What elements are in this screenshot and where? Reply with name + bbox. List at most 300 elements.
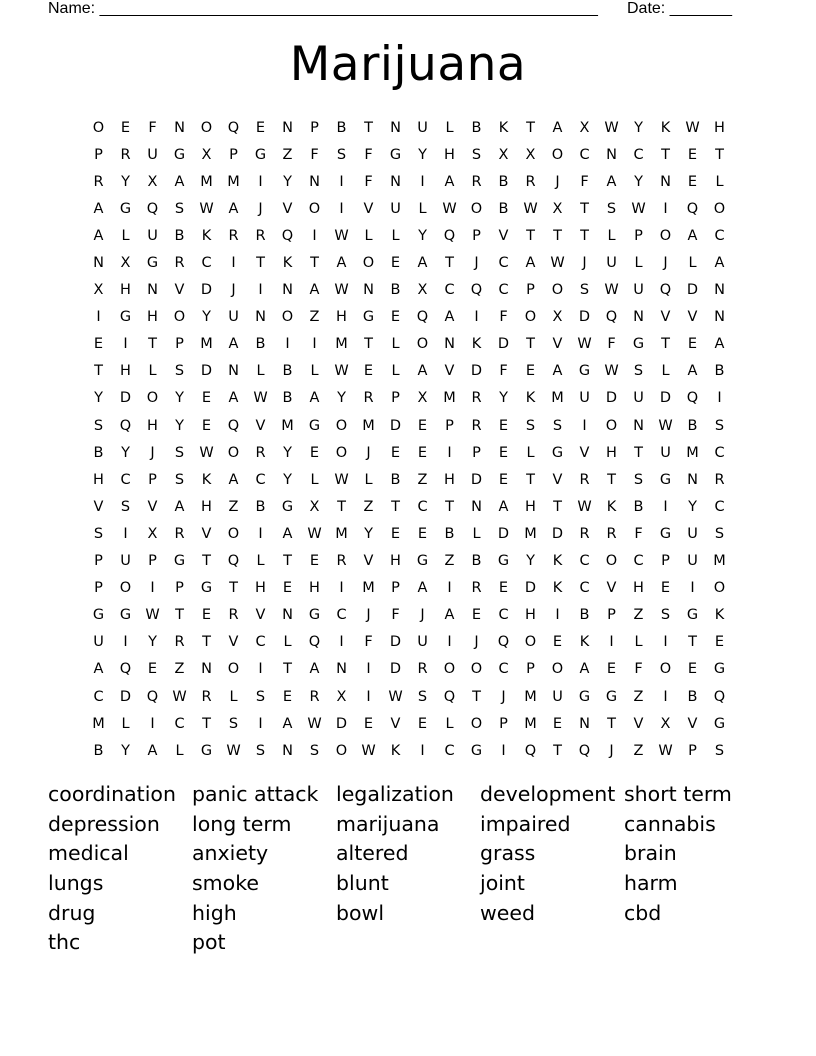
grid-letter: O xyxy=(227,525,240,542)
grid-row xyxy=(85,114,733,141)
grid-row xyxy=(85,331,733,358)
grid-letter: I xyxy=(663,200,668,217)
grid-letter: A xyxy=(552,363,563,380)
grid-letter: W xyxy=(145,607,160,624)
grid-letter: E xyxy=(120,119,131,136)
grid-letter: M xyxy=(200,336,213,353)
grid-letter: E xyxy=(552,715,563,732)
grid-row xyxy=(85,141,733,168)
grid-letter: E xyxy=(498,471,509,488)
grid-letter: T xyxy=(310,255,319,272)
grid-letter: V xyxy=(282,200,293,217)
grid-letter: B xyxy=(444,525,455,542)
grid-letter: O xyxy=(146,390,159,407)
grid-letter: A xyxy=(93,661,104,678)
grid-letter: L xyxy=(526,444,535,461)
grid-letter: K xyxy=(201,471,212,488)
grid-letter: T xyxy=(526,336,535,353)
grid-letter: H xyxy=(714,119,725,136)
grid-letter: J xyxy=(663,255,668,272)
grid-letter: Y xyxy=(364,525,373,542)
grid-letter: E xyxy=(660,580,671,597)
grid-letter: F xyxy=(634,661,643,678)
grid-letter: Q xyxy=(227,417,240,434)
grid-letter: H xyxy=(120,363,131,380)
grid-letter: A xyxy=(579,661,590,678)
grid-letter: Y xyxy=(121,444,130,461)
grid-letter: J xyxy=(420,607,425,624)
grid-letter: W xyxy=(604,282,619,299)
grid-letter: I xyxy=(447,580,452,597)
grid-letter: T xyxy=(661,336,670,353)
grid-letter: C xyxy=(444,742,455,759)
grid-letter: S xyxy=(633,471,644,488)
grid-letter: S xyxy=(579,282,590,299)
grid-letter: H xyxy=(390,553,401,570)
word-bank-item: weed xyxy=(480,900,536,925)
grid-letter: D xyxy=(119,688,132,705)
grid-letter: S xyxy=(174,363,185,380)
grid-letter: R xyxy=(336,553,347,570)
grid-letter: E xyxy=(606,661,617,678)
grid-letter: J xyxy=(555,173,560,190)
grid-letter: B xyxy=(687,688,698,705)
grid-letter: T xyxy=(688,634,697,651)
grid-letter: H xyxy=(606,444,617,461)
word-bank-item: grass xyxy=(480,841,536,866)
grid-letter: A xyxy=(174,173,185,190)
grid-letter: T xyxy=(607,471,616,488)
word-bank-item: pot xyxy=(192,930,226,955)
grid-letter: X xyxy=(309,498,320,515)
grid-letter: W xyxy=(307,715,322,732)
grid-letter: R xyxy=(174,525,185,542)
grid-letter: N xyxy=(660,173,671,190)
grid-letter: I xyxy=(339,580,344,597)
grid-letter: L xyxy=(634,634,643,651)
grid-letter: I xyxy=(609,634,614,651)
grid-letter: S xyxy=(606,200,617,217)
grid-letter: M xyxy=(713,553,726,570)
grid-row xyxy=(85,602,733,629)
grid-letter: R xyxy=(714,471,725,488)
grid-letter: Z xyxy=(444,553,455,570)
grid-letter: R xyxy=(471,173,482,190)
grid-letter: J xyxy=(150,444,155,461)
grid-letter: M xyxy=(686,444,699,461)
grid-letter: P xyxy=(94,553,103,570)
grid-letter: G xyxy=(119,200,132,217)
grid-letter: F xyxy=(499,309,508,326)
grid-letter: T xyxy=(553,227,562,244)
grid-letter: O xyxy=(524,309,537,326)
grid-letter: F xyxy=(499,363,508,380)
grid-letter: O xyxy=(524,634,537,651)
grid-letter: N xyxy=(579,715,590,732)
grid-letter: N xyxy=(471,498,482,515)
grid-letter: F xyxy=(310,146,319,163)
grid-letter: I xyxy=(123,525,128,542)
grid-letter: X xyxy=(147,525,158,542)
grid-letter: H xyxy=(444,146,455,163)
grid-letter: N xyxy=(714,282,725,299)
grid-letter: M xyxy=(362,580,375,597)
grid-letter: E xyxy=(498,417,509,434)
grid-letter: I xyxy=(96,309,101,326)
grid-letter: Z xyxy=(633,688,644,705)
grid-letter: G xyxy=(281,498,294,515)
grid-letter: L xyxy=(391,363,400,380)
grid-letter: T xyxy=(553,742,562,759)
grid-letter: U xyxy=(687,553,698,570)
grid-letter: V xyxy=(579,444,590,461)
grid-letter: P xyxy=(526,282,535,299)
grid-letter: U xyxy=(417,634,428,651)
grid-letter: C xyxy=(255,471,266,488)
grid-letter: I xyxy=(474,309,479,326)
grid-letter: Y xyxy=(175,417,184,434)
grid-letter: Y xyxy=(418,146,427,163)
grid-letter: O xyxy=(470,661,483,678)
grid-letter: G xyxy=(362,309,375,326)
grid-letter: D xyxy=(335,715,348,732)
grid-letter: M xyxy=(551,390,564,407)
grid-letter: G xyxy=(713,661,726,678)
grid-letter: C xyxy=(120,471,131,488)
grid-letter: J xyxy=(582,255,587,272)
grid-letter: M xyxy=(92,715,105,732)
grid-letter: R xyxy=(471,390,482,407)
grid-letter: N xyxy=(282,742,293,759)
grid-letter: L xyxy=(418,200,427,217)
grid-letter: V xyxy=(552,471,563,488)
grid-letter: B xyxy=(255,336,266,353)
grid-letter: I xyxy=(258,282,263,299)
grid-letter: T xyxy=(634,444,643,461)
grid-letter: I xyxy=(447,634,452,651)
grid-letter: S xyxy=(336,146,347,163)
grid-letter: S xyxy=(660,607,671,624)
grid-letter: B xyxy=(579,607,590,624)
grid-letter: X xyxy=(147,173,158,190)
grid-letter: K xyxy=(525,390,536,407)
word-search-grid xyxy=(85,114,733,764)
grid-letter: Z xyxy=(633,607,644,624)
grid-letter: L xyxy=(634,255,643,272)
name-field-label: Name: ________________________________________________________ xyxy=(48,0,598,17)
grid-letter: I xyxy=(420,742,425,759)
grid-letter: A xyxy=(228,336,239,353)
grid-letter: X xyxy=(201,146,212,163)
grid-letter: M xyxy=(524,525,537,542)
grid-letter: R xyxy=(93,173,104,190)
grid-letter: X xyxy=(417,282,428,299)
grid-letter: M xyxy=(227,173,240,190)
grid-letter: I xyxy=(339,173,344,190)
grid-letter: L xyxy=(364,471,373,488)
grid-letter: C xyxy=(579,580,590,597)
grid-letter: F xyxy=(580,173,589,190)
grid-letter: P xyxy=(229,146,238,163)
grid-letter: J xyxy=(609,742,614,759)
grid-letter: X xyxy=(552,200,563,217)
grid-row xyxy=(85,737,733,764)
grid-letter: O xyxy=(227,444,240,461)
grid-letter: L xyxy=(715,173,724,190)
grid-letter: C xyxy=(498,607,509,624)
grid-letter: Q xyxy=(146,688,159,705)
grid-letter: V xyxy=(660,309,671,326)
grid-letter: A xyxy=(417,363,428,380)
word-bank-item: cannabis xyxy=(624,811,716,836)
grid-letter: I xyxy=(150,715,155,732)
grid-letter: I xyxy=(582,417,587,434)
grid-letter: L xyxy=(310,363,319,380)
grid-letter: R xyxy=(201,688,212,705)
grid-letter: M xyxy=(524,715,537,732)
grid-letter: I xyxy=(447,444,452,461)
grid-letter: C xyxy=(498,255,509,272)
grid-letter: N xyxy=(309,173,320,190)
grid-letter: X xyxy=(120,255,131,272)
grid-letter: T xyxy=(526,471,535,488)
grid-letter: E xyxy=(255,119,266,136)
grid-letter: Q xyxy=(281,227,294,244)
grid-letter: P xyxy=(472,444,481,461)
grid-letter: D xyxy=(200,363,213,380)
grid-letter: O xyxy=(92,119,105,136)
grid-letter: G xyxy=(470,742,483,759)
grid-letter: V xyxy=(390,715,401,732)
grid-letter: E xyxy=(390,309,401,326)
grid-letter: A xyxy=(444,173,455,190)
grid-letter: G xyxy=(119,309,132,326)
grid-letter: S xyxy=(471,146,482,163)
word-bank-item: brain xyxy=(624,841,677,866)
grid-letter: F xyxy=(364,146,373,163)
grid-letter: I xyxy=(258,525,263,542)
grid-letter: U xyxy=(633,390,644,407)
grid-letter: O xyxy=(200,119,213,136)
grid-letter: Y xyxy=(499,390,508,407)
grid-letter: N xyxy=(363,282,374,299)
grid-letter: H xyxy=(525,498,536,515)
grid-letter: G xyxy=(119,607,132,624)
grid-letter: D xyxy=(389,634,402,651)
grid-letter: G xyxy=(308,417,321,434)
grid-letter: A xyxy=(417,255,428,272)
grid-letter: S xyxy=(525,417,536,434)
grid-letter: J xyxy=(366,444,371,461)
grid-letter: A xyxy=(309,282,320,299)
grid-letter: P xyxy=(175,336,184,353)
grid-letter: D xyxy=(119,390,132,407)
grid-letter: C xyxy=(336,607,347,624)
grid-letter: J xyxy=(366,607,371,624)
word-bank-item: impaired xyxy=(480,811,571,836)
grid-letter: Y xyxy=(634,119,643,136)
grid-letter: Q xyxy=(524,742,537,759)
grid-row xyxy=(85,195,733,222)
grid-letter: B xyxy=(633,498,644,515)
grid-letter: I xyxy=(312,227,317,244)
word-bank-item: legalization xyxy=(336,782,454,806)
grid-letter: T xyxy=(283,661,292,678)
grid-letter: O xyxy=(659,661,672,678)
grid-row xyxy=(85,358,733,385)
word-bank-item: harm xyxy=(624,871,678,896)
grid-letter: G xyxy=(92,607,105,624)
grid-letter: X xyxy=(336,688,347,705)
grid-letter: B xyxy=(93,742,104,759)
grid-letter: H xyxy=(309,580,320,597)
grid-letter: S xyxy=(714,525,725,542)
grid-letter: V xyxy=(633,715,644,732)
grid-letter: T xyxy=(94,363,103,380)
word-bank-item: drug xyxy=(48,900,96,925)
grid-letter: D xyxy=(551,525,564,542)
grid-letter: A xyxy=(687,363,698,380)
grid-letter: V xyxy=(93,498,104,515)
grid-letter: K xyxy=(282,255,293,272)
grid-letter: Y xyxy=(526,553,535,570)
word-bank-item: altered xyxy=(336,841,409,866)
grid-letter: Z xyxy=(228,498,239,515)
grid-letter: G xyxy=(497,553,510,570)
grid-letter: A xyxy=(498,498,509,515)
grid-letter: R xyxy=(228,227,239,244)
grid-letter: D xyxy=(470,363,483,380)
grid-letter: U xyxy=(606,255,617,272)
grid-letter: W xyxy=(604,119,619,136)
grid-letter: T xyxy=(580,200,589,217)
grid-letter: H xyxy=(201,498,212,515)
grid-letter: R xyxy=(579,471,590,488)
grid-letter: Y xyxy=(283,444,292,461)
grid-letter: A xyxy=(714,255,725,272)
grid-letter: I xyxy=(501,742,506,759)
grid-letter: Z xyxy=(417,471,428,488)
grid-letter: W xyxy=(577,498,592,515)
grid-letter: Q xyxy=(227,119,240,136)
grid-letter: K xyxy=(471,336,482,353)
grid-row xyxy=(85,575,733,602)
grid-letter: I xyxy=(258,715,263,732)
grid-letter: P xyxy=(391,580,400,597)
grid-letter: T xyxy=(364,119,373,136)
grid-letter: B xyxy=(93,444,104,461)
grid-letter: P xyxy=(94,580,103,597)
grid-letter: L xyxy=(175,742,184,759)
grid-letter: L xyxy=(121,227,130,244)
grid-letter: Q xyxy=(497,634,510,651)
grid-letter: U xyxy=(93,634,104,651)
grid-letter: T xyxy=(391,498,400,515)
grid-letter: T xyxy=(175,607,184,624)
word-bank-item: high xyxy=(192,900,237,925)
grid-letter: T xyxy=(445,255,454,272)
grid-letter: O xyxy=(335,417,348,434)
grid-row xyxy=(85,168,733,195)
grid-letter: R xyxy=(255,444,266,461)
grid-letter: V xyxy=(363,200,374,217)
grid-letter: H xyxy=(120,282,131,299)
grid-letter: C xyxy=(444,282,455,299)
grid-letter: N xyxy=(336,661,347,678)
word-bank-item: panic attack xyxy=(192,782,319,806)
grid-letter: I xyxy=(150,580,155,597)
grid-letter: Z xyxy=(633,742,644,759)
word-bank-item: bowl xyxy=(336,900,385,925)
grid-letter: H xyxy=(147,417,158,434)
grid-letter: G xyxy=(146,255,159,272)
grid-letter: P xyxy=(472,227,481,244)
grid-letter: T xyxy=(229,580,238,597)
grid-letter: Z xyxy=(174,661,185,678)
grid-letter: K xyxy=(390,742,401,759)
grid-letter: T xyxy=(148,336,157,353)
grid-letter: T xyxy=(364,336,373,353)
word-bank-item: short term xyxy=(624,782,732,806)
grid-letter: I xyxy=(231,255,236,272)
grid-letter: A xyxy=(606,173,617,190)
grid-letter: O xyxy=(335,742,348,759)
grid-letter: C xyxy=(714,498,725,515)
grid-letter: O xyxy=(443,661,456,678)
grid-letter: A xyxy=(282,715,293,732)
grid-letter: R xyxy=(255,227,266,244)
grid-letter: I xyxy=(312,336,317,353)
grid-letter: I xyxy=(258,173,263,190)
grid-letter: Q xyxy=(605,309,618,326)
grid-letter: S xyxy=(174,444,185,461)
grid-letter: B xyxy=(390,282,401,299)
grid-row xyxy=(85,683,733,710)
grid-letter: S xyxy=(255,742,266,759)
grid-letter: I xyxy=(663,688,668,705)
grid-row xyxy=(85,520,733,547)
grid-letter: M xyxy=(362,417,375,434)
grid-letter: E xyxy=(390,444,401,461)
date-field-label: Date: _______ xyxy=(627,0,732,17)
grid-row xyxy=(85,629,733,656)
grid-letter: B xyxy=(282,363,293,380)
grid-letter: L xyxy=(445,119,454,136)
grid-letter: C xyxy=(714,227,725,244)
word-bank xyxy=(48,780,768,958)
grid-letter: A xyxy=(228,200,239,217)
grid-letter: L xyxy=(661,363,670,380)
grid-letter: C xyxy=(498,282,509,299)
grid-letter: M xyxy=(335,525,348,542)
grid-letter: G xyxy=(173,553,186,570)
grid-letter: C xyxy=(633,146,644,163)
grid-letter: R xyxy=(606,525,617,542)
grid-letter: V xyxy=(174,282,185,299)
grid-letter: A xyxy=(228,471,239,488)
grid-letter: B xyxy=(255,498,266,515)
grid-letter: O xyxy=(551,146,564,163)
grid-letter: L xyxy=(256,553,265,570)
grid-letter: L xyxy=(229,688,238,705)
grid-letter: Y xyxy=(283,173,292,190)
grid-letter: L xyxy=(607,227,616,244)
grid-letter: F xyxy=(607,336,616,353)
grid-letter: Q xyxy=(470,282,483,299)
grid-letter: U xyxy=(633,282,644,299)
grid-letter: K xyxy=(714,607,725,624)
grid-letter: U xyxy=(147,146,158,163)
